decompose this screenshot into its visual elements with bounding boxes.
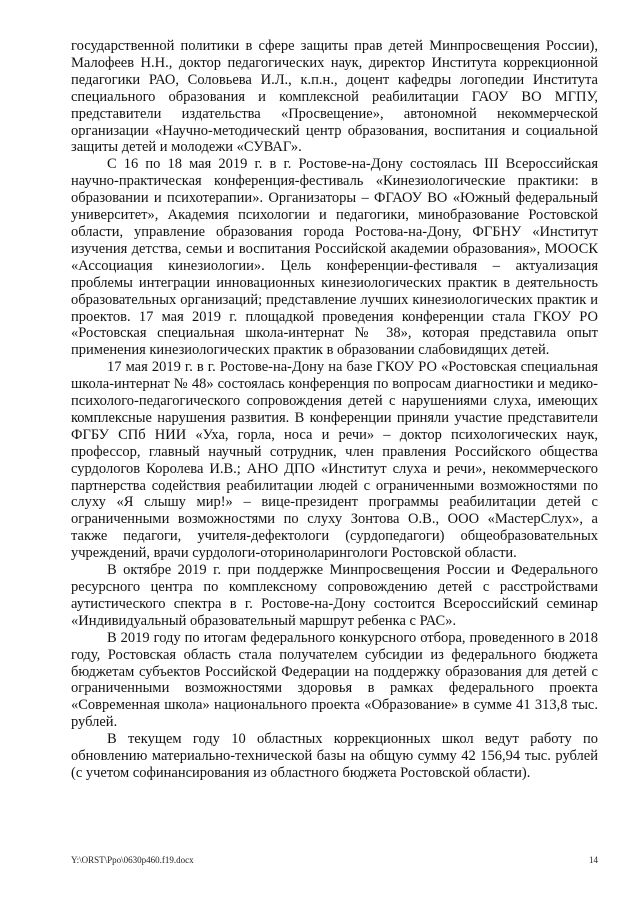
footer-file-path: Y:\ORST\Ppo\0630p460.f19.docx xyxy=(71,855,194,865)
footer-page-number: 14 xyxy=(589,855,598,865)
paragraph-school-renovation: В текущем году 10 областных коррекционных школ ведут работу по обновлению материально-технической базы на общую сумму 42 156,94 тыс. рублей (с учетом софинансирования из областного бюджета Ростовской области). xyxy=(71,731,598,781)
document-body xyxy=(71,38,598,782)
paragraph-continuation: государственной политики в сфере защиты прав детей Минпросвещения России), Малофеев Н.Н., доктор педагогических наук, директор Института коррекционной педагогики РАО, Соловьева И.Л., к.п.н., доцент кафедры логопедии Института специального образования и комплексной реабилитации ГАОУ ВО МГПУ, представители издательства «Просвещение», автономной некоммерческой организации «Научно-методический центр образования, воспитания и социальной защиты детей и молодежи «СУВАГ». xyxy=(71,38,598,156)
paragraph-kinesiology-conference: С 16 по 18 мая 2019 г. в г. Ростове-на-Дону состоялась III Всероссийская научно-практическая конференция-фестиваль «Кинезиологические практики: в образовании и психотерапии». Организаторы – ФГАОУ ВО «Южный федеральный университет», Академия психологии и педагогики, минобразование Ростовской области, управление образования города Ростова-на-Дону, ФГБНУ «Институт изучения детства, семьи и воспитания Российской академии образования», МООСК «Ассоциация кинезиологии». Цель конференции-фестиваля – актуализация проблемы интеграции инновационных кинезиологических практик в деятельность образовательных организаций; представление лучших кинезиологических практик и проектов. 17 мая 2019 г. площадкой проведения конференции стала ГКОУ РО «Ростовская специальная школа-интернат № 38», которая представила опыт применения кинезиологических практик в образовании слабовидящих детей. xyxy=(71,156,598,359)
paragraph-hearing-conference: 17 мая 2019 г. в г. Ростове-на-Дону на базе ГКОУ РО «Ростовская специальная школа-интернат № 48» состоялась конференция по вопросам диагностики и медико-психолого-педагогического сопровождения детей с нарушениями слуха, имеющих комплексные нарушения развития. В конференции приняли участие представители ФГБУ СПб НИИ «Уха, горла, носа и речи» – доктор психологических наук, профессор, главный научный сотрудник, член правления Российского общества сурдологов Королева И.В.; АНО ДПО «Институт слуха и речи», некоммерческого партнерства содействия реабилитации людей с ограниченными возможностями по слуху «Я слышу мир!» – вице-президент программы реабилитации детей с ограниченными возможностями по слуху Зонтова О.В., ООО «МастерСлух», а также педагоги, учителя-дефектологи (сурдопедагоги) общеобразовательных учреждений, врачи сурдологи-оториноларингологи Ростовской области. xyxy=(71,359,598,562)
paragraph-federal-subsidy: В 2019 году по итогам федерального конкурсного отбора, проведенного в 2018 году, Ростовская область стала получателем субсидии из федерального бюджета бюджетам субъектов Российской Федерации на поддержку образования для детей с ограниченными возможностями здоровья в рамках федерального проекта «Современная школа» национального проекта «Образование» в сумме 41 313,8 тыс. рублей. xyxy=(71,629,598,731)
paragraph-autism-seminar: В октябре 2019 г. при поддержке Минпросвещения России и Федерального ресурсного центра по комплексному сопровождению детей с расстройствами аутистического спектра в г. Ростове-на-Дону состоится Всероссийский семинар «Индивидуальный образовательный маршрут ребенка с РАС». xyxy=(71,562,598,629)
